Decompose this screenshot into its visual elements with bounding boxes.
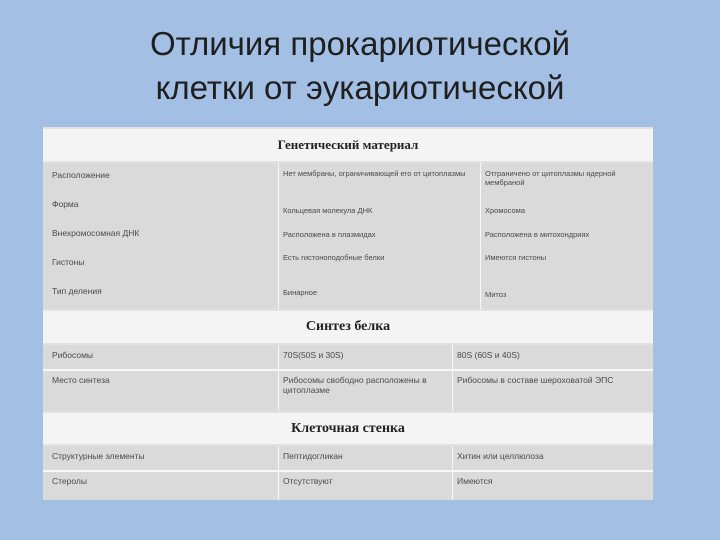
section-header-protein: Синтез белка	[43, 311, 653, 343]
cell-eukaryote-synthesis-site: Рибосомы в составе шероховатой ЭПС	[457, 375, 614, 385]
cell-eukaryote-division-type: Митоз	[485, 290, 507, 299]
cell-prokaryote-ribosomes: 70S(50S и 30S)	[283, 350, 344, 360]
cell-eukaryote-location: Отграничено от цитоплазмы ядерной мембраной	[485, 169, 616, 187]
cell-prokaryote-location: Нет мембраны, ограничивающей его от цитоплазмы	[283, 169, 466, 178]
column-divider	[452, 345, 453, 411]
row-label-structural-elements: Структурные элементы	[52, 451, 145, 461]
comparison-table	[43, 127, 653, 500]
row-label-extrachromosomal-dna: Внехромосомная ДНК	[52, 228, 140, 238]
cell-prokaryote-sterols: Отсутствуют	[283, 476, 333, 486]
cell-prokaryote-histones: Есть гистоноподобные белки	[283, 253, 385, 262]
cell-eukaryote-structural-elements: Хитин или целлюлоза	[457, 451, 544, 461]
row-label-histones: Гистоны	[52, 257, 85, 267]
cell-prokaryote-division-type: Бинарное	[283, 288, 318, 297]
row-label-division-type: Тип деления	[52, 286, 102, 296]
row-label-ribosomes: Рибосомы	[52, 350, 94, 360]
slide-title-line-2: клетки от эукариотической	[155, 69, 565, 106]
column-divider	[278, 345, 279, 411]
column-divider	[278, 446, 279, 500]
section-header-genetic: Генетический материал	[43, 129, 653, 161]
row-label-synthesis-site: Место синтеза	[52, 375, 110, 385]
row-label-location: Расположение	[52, 170, 110, 180]
slide-title	[0, 22, 720, 110]
column-divider	[278, 163, 279, 309]
cell-eukaryote-form: Хромосома	[485, 206, 526, 215]
cell-prokaryote-synthesis-site: Рибосомы свободно расположены в цитоплазме	[283, 375, 427, 395]
column-divider	[452, 446, 453, 500]
row-label-form: Форма	[52, 199, 79, 209]
row-label-sterols: Стеролы	[52, 476, 88, 486]
cell-eukaryote-ribosomes: 80S (60S и 40S)	[457, 350, 520, 360]
slide-title-line-1: Отличия прокариотической	[149, 25, 571, 62]
cell-prokaryote-extrachromosomal-dna: Расположена в плазмидах	[283, 230, 376, 239]
section-header-cell-wall: Клеточная стенка	[43, 413, 653, 444]
row-divider	[43, 369, 653, 371]
column-divider	[480, 163, 481, 309]
cell-eukaryote-sterols: Имеются	[457, 476, 493, 486]
cell-eukaryote-histones: Имеются гистоны	[485, 253, 547, 262]
cell-prokaryote-structural-elements: Пептидогликан	[283, 451, 343, 461]
cell-eukaryote-extrachromosomal-dna: Расположена в митохондриях	[485, 230, 590, 239]
cell-prokaryote-form: Кольцевая молекула ДНК	[283, 206, 373, 215]
row-divider	[43, 470, 653, 472]
